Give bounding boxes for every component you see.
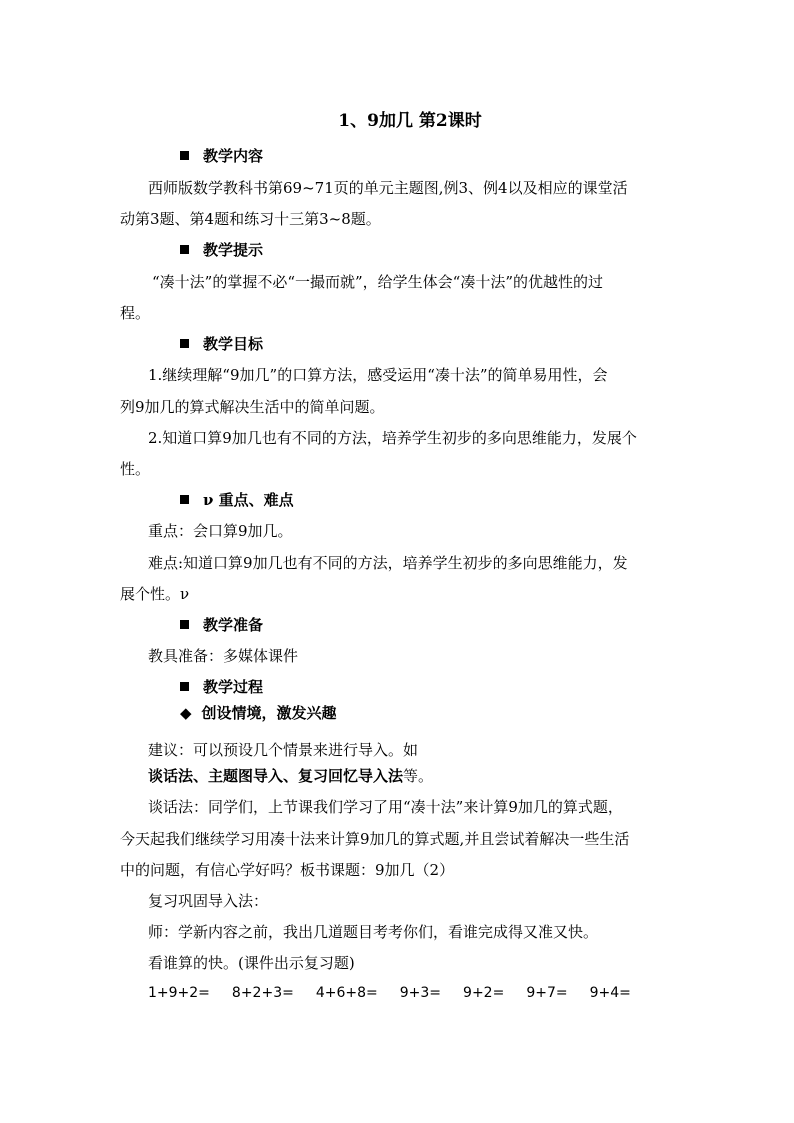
tips-text-line-2: 程。: [120, 304, 151, 322]
math-problems-row: [148, 985, 653, 1001]
square-bullet-icon: [180, 620, 189, 629]
tips-text-line-1: “凑十法”的掌握不必“一撮而就”，给学生体会“凑十法”的优越性的过: [152, 273, 604, 291]
section-heading-tips: [180, 239, 263, 260]
section-heading-goals: [180, 333, 263, 354]
heading-label: 教学目标: [203, 335, 264, 353]
math-item: 9+7=: [526, 985, 568, 1001]
heading-label: 教学准备: [203, 616, 264, 634]
methods-bold-text: 谈话法、主题图导入、复习回忆导入法: [148, 767, 404, 785]
talk-line-1: 谈话法：同学们，上节课我们学习了用“凑十法”来计算9加几的算式题，: [148, 798, 623, 816]
square-bullet-icon: [180, 339, 189, 348]
goal-1-line-1: 1.继续理解“9加几”的口算方法，感受运用“凑十法”的简单易用性，会: [148, 366, 608, 384]
math-item: 9+3=: [399, 985, 442, 1001]
page-title: 1、9加几 第2课时: [338, 111, 482, 131]
goal-2-line-2: 性。: [120, 460, 151, 478]
heading-label: 教学过程: [203, 678, 264, 696]
heading-label: ν 重点、难点: [203, 491, 294, 509]
section-heading-key-points: [180, 489, 294, 510]
talk-line-3: 中的问题，有信心学好吗？板书课题：9加几（2）: [120, 861, 455, 879]
content-text-line-2: 动第3题、第4题和练习十三第3~8题。: [120, 210, 381, 228]
math-item: 8+2+3=: [231, 985, 294, 1001]
sub-heading-scenario: [180, 702, 337, 723]
goal-2-line-1: 2.知道口算9加几也有不同的方法，培养学生初步的多向思维能力，发展个: [148, 429, 637, 447]
heading-label: 创设情境，激发兴趣: [201, 704, 337, 722]
difficulty-line-2: 展个性。ν: [120, 585, 190, 603]
square-bullet-icon: [180, 682, 189, 691]
methods-tail-text: 等。: [403, 767, 434, 785]
suggestion-line: 建议：可以预设几个情景来进行导入。如: [148, 741, 419, 759]
content-text-line-1: 西师版数学教科书第69~71页的单元主题图,例3、例4以及相应的课堂活: [148, 179, 628, 197]
math-item: 9+2=: [463, 985, 505, 1001]
review-heading-line: 复习巩固导入法：: [148, 892, 269, 910]
goal-1-line-2: 列9加几的算式解决生活中的简单问题。: [120, 398, 385, 416]
talk-line-2: 今天起我们继续学习用凑十法来计算9加几的算式题,并且尝试着解决一些生活: [120, 830, 630, 848]
heading-label: 教学提示: [203, 241, 264, 259]
diamond-bullet-icon: ◆: [180, 704, 192, 722]
section-heading-process: [180, 676, 263, 697]
section-heading-content: [180, 145, 263, 166]
square-bullet-icon: [180, 151, 189, 160]
methods-line: [148, 765, 433, 786]
section-heading-prep: [180, 614, 263, 635]
key-point-line: 重点：会口算9加几。: [148, 522, 293, 540]
quiz-line: 看谁算的快。(课件出示复习题): [148, 954, 355, 972]
square-bullet-icon: [180, 245, 189, 254]
heading-label: 教学内容: [203, 147, 264, 165]
math-item: 4+6+8=: [315, 985, 378, 1001]
math-item: 9+4=: [589, 985, 631, 1001]
prep-text-line: 教具准备：多媒体课件: [148, 647, 299, 665]
teacher-line: 师：学新内容之前，我出几道题目考考你们，看谁完成得又准又快。: [148, 923, 599, 941]
square-bullet-icon: [180, 495, 189, 504]
difficulty-line-1: 难点:知道口算9加几也有不同的方法，培养学生初步的多向思维能力，发: [148, 554, 628, 572]
math-item: 1+9+2=: [148, 985, 210, 1001]
